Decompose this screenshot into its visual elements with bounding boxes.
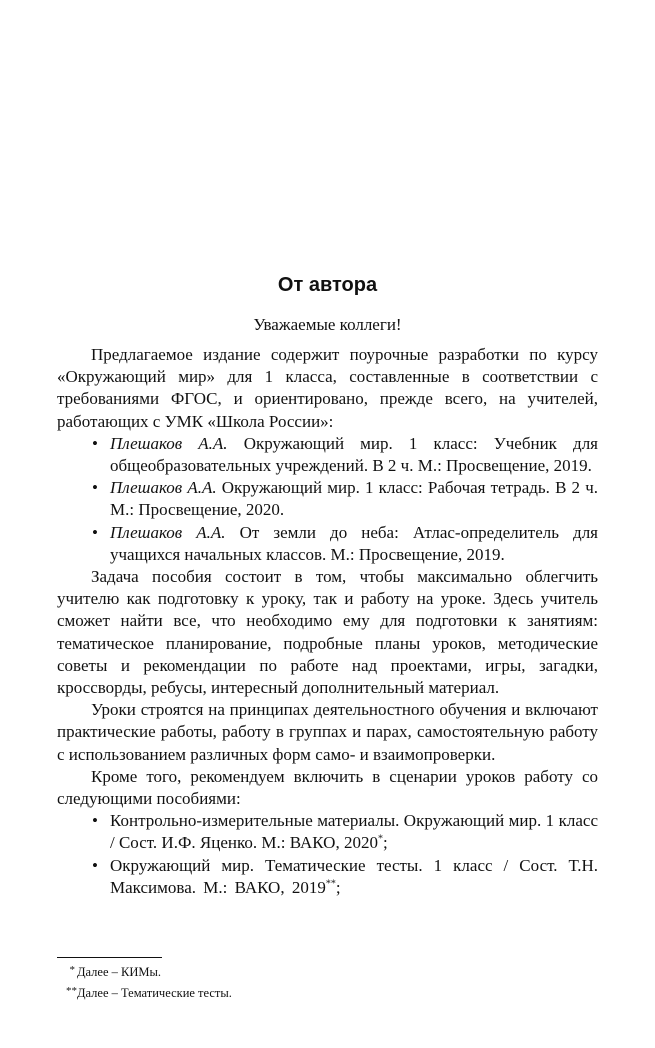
bullet-icon: • (92, 478, 98, 498)
aid-title: Окружающий мир. Тематические тесты. 1 класс / Сост. Т.Н. Максимова. М.: ВАКО, 2019 (110, 855, 598, 897)
task-paragraph: Задача пособия состоит в том, чтобы максимально облегчить учителю как подготовку к уроку, так и работу на уроке. Здесь учитель сможет найти все, что необходимо ему для подготовки к занятиям: тематическое планирование, подробные планы уроков, методические советы и рекомендации по работе над проектами, игры, загадки, кроссворды, ребусы, интересный дополнительный материал. (57, 567, 598, 698)
aids-list (57, 810, 598, 899)
footnote-ref: ** (325, 878, 336, 890)
footnotes (57, 962, 598, 1004)
textbook-list (57, 433, 598, 566)
bullet-icon: • (92, 811, 98, 831)
list-item (57, 433, 598, 477)
footnote-mark: ** (66, 985, 77, 997)
bullet-icon: • (92, 433, 98, 453)
footnote-text: Далее – Тематические тесты. (77, 986, 232, 1000)
footnote (57, 983, 598, 1004)
author-name: Плешаков А.А. (110, 522, 226, 542)
footnote (57, 962, 598, 983)
body-text (57, 344, 598, 899)
list-item (57, 810, 598, 854)
author-name: Плешаков А.А. (110, 478, 217, 498)
lessons-paragraph: Уроки строятся на принципах деятельностного обучения и включают практические работы, работу в группах и парах, самостоятельную работу с использованием различных форм само- и взаимопроверки. (57, 700, 598, 764)
aid-title: Контрольно-измерительные материалы. Окружающий мир. 1 класс / Сост. И.Ф. Яценко. М.: ВАКО, 2020 (110, 811, 598, 853)
list-punct: ; (335, 877, 341, 897)
book-title: Окружающий мир. 1 класс: Рабочая тетрадь. В 2 ч. М.: Просвещение, 2020. (110, 478, 598, 520)
footnote-text: Далее – КИМы. (77, 965, 162, 979)
list-item (57, 477, 598, 521)
recommend-paragraph: Кроме того, рекомендуем включить в сценарии уроков работу со следующими пособиями: (57, 766, 598, 809)
page-title: От автора (277, 274, 378, 296)
greeting: Уважаемые коллеги! (253, 315, 402, 334)
list-item (57, 855, 598, 899)
author-name: Плешаков А.А. (110, 433, 228, 453)
footnote-ref: * (377, 833, 383, 845)
bullet-icon: • (92, 522, 98, 542)
intro-paragraph: Предлагаемое издание содержит поурочные разработки по курсу «Окружающий мир» для 1 класса, составленные в соответствии с требованиями ФГОС, и ориентировано, прежде всего, на учителей, работающих с УМК «Школа России»: (57, 345, 598, 431)
bullet-icon: • (92, 855, 98, 875)
footnote-mark: * (69, 964, 75, 976)
list-punct: ; (382, 833, 388, 853)
book-title: Окружающий мир. 1 класс: Учебник для общеобразовательных учреждений. В 2 ч. М.: Просвещение, 2019. (110, 433, 599, 476)
footnote-divider (57, 957, 162, 958)
book-title: От земли до неба: Атлас-определитель для учащихся начальных классов. М.: Просвещение, 2019. (110, 522, 598, 564)
list-item (57, 522, 598, 566)
